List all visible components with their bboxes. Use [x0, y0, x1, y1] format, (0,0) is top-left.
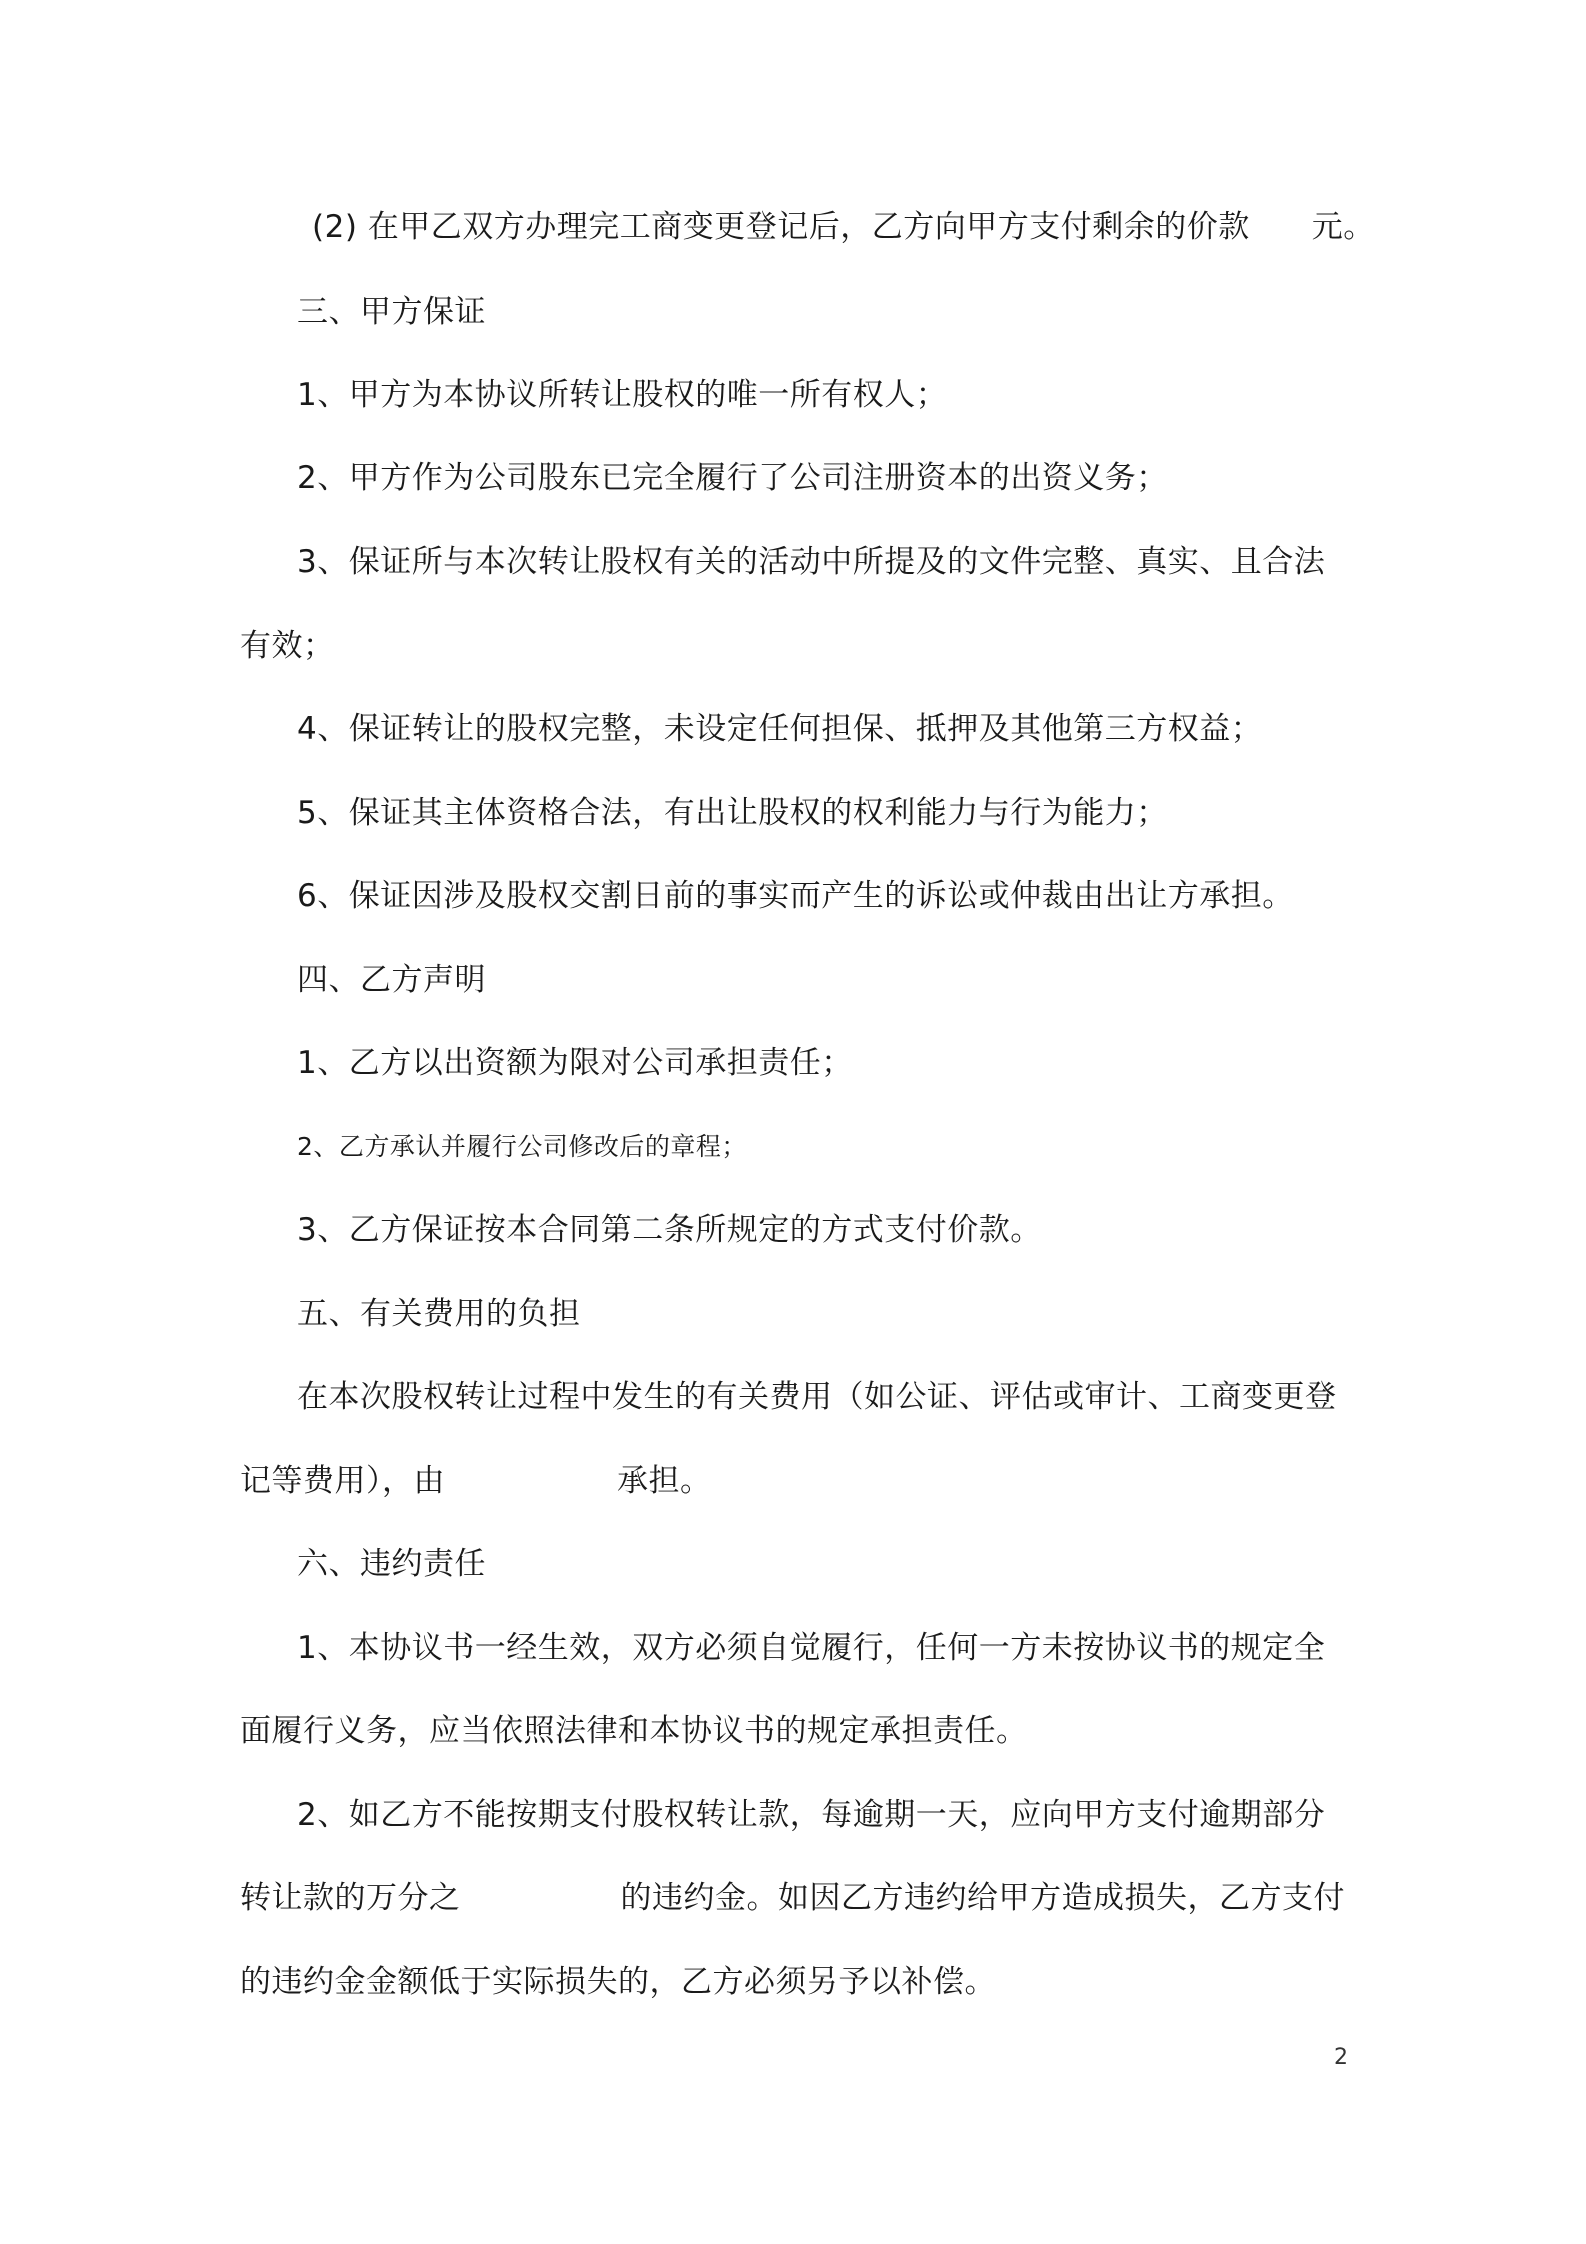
line-12-text: 2、乙方承认并履行公司修改后的章程；: [297, 1132, 747, 1161]
line-1-text: (2) 在甲乙双方办理完工商变更登记后，乙方向甲方支付剩余的价款: [312, 209, 1250, 245]
section-heading-5-text: 五、有关费用的负担: [297, 1296, 581, 1332]
line-16-suffix: 承担。: [617, 1463, 712, 1499]
paragraph-line-3: [297, 375, 947, 415]
line-7-text: 4、保证转让的股权完整，未设定任何担保、抵押及其他第三方权益；: [297, 711, 1263, 747]
paragraph-line-13: [297, 1210, 1042, 1250]
line-8-text: 5、保证其主体资格合法，有出让股权的权利能力与行为能力；: [297, 795, 1168, 831]
paragraph-line-12: [297, 1127, 747, 1167]
paragraph-line-15: [297, 1377, 1337, 1417]
paragraph-line-1: [312, 207, 1375, 247]
section-heading-4: [297, 960, 486, 1000]
section-heading-3: [297, 292, 486, 332]
line-3-text: 1、甲方为本协议所转让股权的唯一所有权人；: [297, 377, 948, 413]
section-heading-6: [297, 1544, 486, 1584]
line-19-text: 面履行义务，应当依照法律和本协议书的规定承担责任。: [240, 1713, 1028, 1749]
line-21-suffix: 的违约金。如因乙方违约给甲方造成损失，乙方支付: [620, 1880, 1345, 1916]
paragraph-line-7: [297, 709, 1262, 749]
line-4-text: 2、甲方作为公司股东已完全履行了公司注册资本的出资义务；: [297, 460, 1168, 496]
paragraph-line-20: [297, 1795, 1325, 1835]
section-heading-3-text: 三、甲方保证: [297, 294, 486, 330]
section-heading-6-text: 六、违约责任: [297, 1546, 486, 1582]
paragraph-line-22: [240, 1962, 996, 2002]
paragraph-line-11: [297, 1043, 853, 1083]
line-21-text: 转让款的万分之: [240, 1880, 461, 1916]
paragraph-line-6: [240, 626, 335, 666]
paragraph-line-16: [240, 1461, 712, 1501]
line-5-text: 3、保证所与本次转让股权有关的活动中所提及的文件完整、真实、且合法: [297, 544, 1326, 580]
page-number: 2: [1334, 2045, 1348, 2070]
paragraph-line-9: [297, 876, 1294, 916]
line-13-text: 3、乙方保证按本合同第二条所规定的方式支付价款。: [297, 1212, 1042, 1248]
line-20-text: 2、如乙方不能按期支付股权转让款，每逾期一天，应向甲方支付逾期部分: [297, 1797, 1326, 1833]
section-heading-5: [297, 1294, 581, 1334]
paragraph-line-21: [240, 1878, 1345, 1918]
line-6-text: 有效；: [240, 628, 335, 664]
line-22-text: 的违约金金额低于实际损失的，乙方必须另予以补偿。: [240, 1964, 996, 2000]
line-16-text: 记等费用），由: [240, 1463, 445, 1499]
paragraph-line-4: [297, 458, 1168, 498]
section-heading-4-text: 四、乙方声明: [297, 962, 486, 998]
paragraph-line-18: [297, 1628, 1325, 1668]
paragraph-line-5: [297, 542, 1325, 582]
line-15-text: 在本次股权转让过程中发生的有关费用（如公证、评估或审计、工商变更登: [297, 1379, 1337, 1415]
paragraph-line-8: [297, 793, 1168, 833]
paragraph-line-19: [240, 1711, 1028, 1751]
line-9-text: 6、保证因涉及股权交割日前的事实而产生的诉讼或仲裁由出让方承担。: [297, 878, 1294, 914]
line-1-suffix: 元。: [1311, 209, 1375, 245]
line-11-text: 1、乙方以出资额为限对公司承担责任；: [297, 1045, 853, 1081]
line-18-text: 1、本协议书一经生效，双方必须自觉履行，任何一方未按协议书的规定全: [297, 1630, 1326, 1666]
